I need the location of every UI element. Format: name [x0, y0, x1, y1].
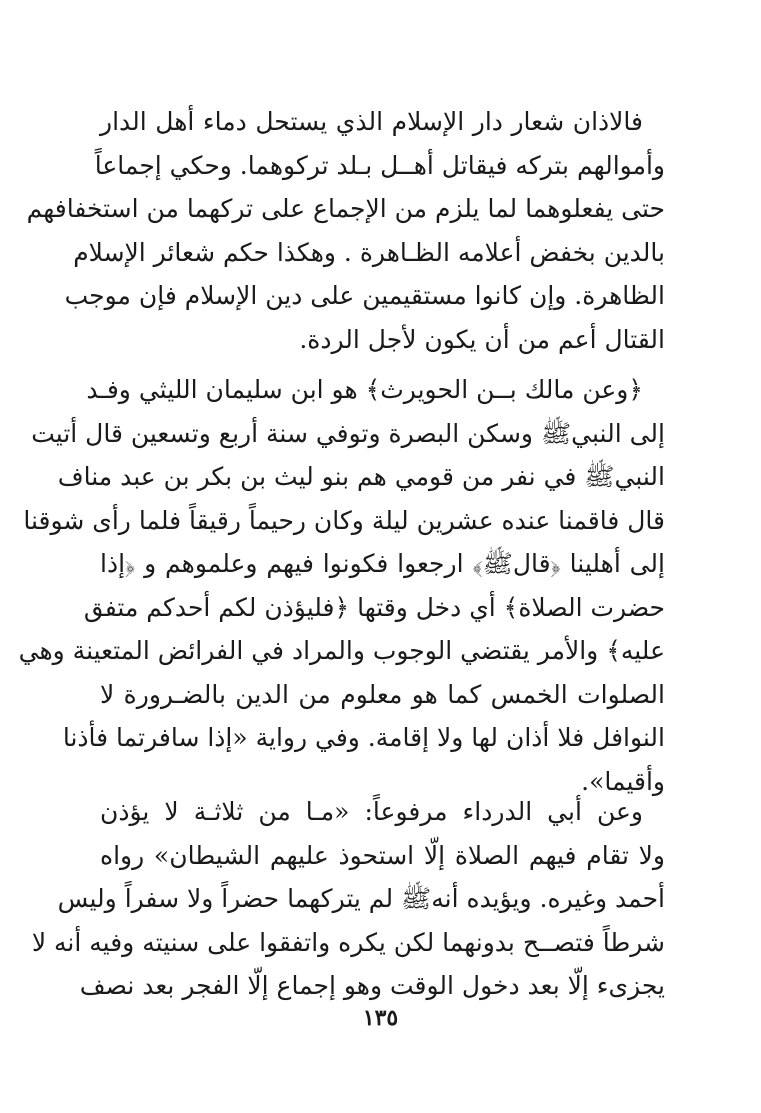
text-line: القتال أعم من أن يكون لأجل الردة. [299, 324, 665, 354]
text-line: ولا تقام فيهم الصلاة إلّا استحوذ عليهم الشيطان» رواه [100, 840, 665, 870]
text-line: ﴿وعن مالك بــن الحويرث﴾ هو ابن سليمان الليثي وفـد [86, 375, 643, 404]
text-line: قال فاقمنا عنده عشرين ليلة وكان رحيماً رقيقاً فلما رأى شوقنا [23, 505, 665, 535]
text-line: أحمد وغيره. ويؤيده أنهﷺ لم يتركهما حضراً ولا سفراً وليس [57, 884, 665, 913]
text-line: إلى النبيﷺ وسكن البصرة وتوفي سنة أربع وتسعين قال أتيت [31, 418, 665, 448]
text-line: حضرت الصلاة﴾ أي دخل وقتها ﴿فليؤذن لكم أحدكم متفق [83, 592, 665, 622]
text-line: النوافل فلا أذان لها ولا إقامة. وفي رواية «إذا سافرتما فأذنا [62, 723, 665, 752]
text-line: عليه﴾ والأمر يقتضي الوجوب والمراد في الفرائض المتعينة وهي [18, 636, 665, 665]
text-line: فالاذان شعار دار الإسلام الذي يستحل دماء أهل الدار [100, 107, 643, 136]
text-line: يجزىء إلّا بعد دخول الوقت وهو إجماع إلّا الفجر بعد نصف [79, 971, 665, 1000]
document-page [18, 100, 665, 1040]
paragraph-abu-darda-hadith [31, 790, 665, 1008]
text-line: النبيﷺ في نفر من قومي هم بنو ليث بن بكر بن عبد مناف [57, 462, 665, 491]
text-line: وعن أبي الدرداء مرفوعاً: «مـا من ثلاثـة لا يؤذن [100, 797, 643, 826]
text-line: وأقيما». [581, 766, 665, 796]
text-line: الظاهرة. وإن كانوا مستقيمين على دين الإسلام فإن موجب [64, 281, 665, 310]
paragraph-malik-hadith [18, 368, 665, 803]
text-line: بالدين بخفض أعلامه الظـاهرة . وهكذا حكم شعائر الإسلام [73, 237, 665, 267]
text-line: الصلوات الخمس كما هو معلوم من الدين بالضـرورة لا [100, 679, 665, 709]
text-line: شرطاً فتصــح بدونهما لكن يكره واتفقوا على سنيته وفيه أنه لا [31, 927, 665, 957]
text-line: حتى يفعلوهما لما يلزم من الإجماع على تركهما من استخفافهم [26, 194, 665, 223]
paragraph-adhan-symbol [26, 100, 665, 361]
page-number: ١٣٥ [362, 1005, 399, 1031]
text-line: وأموالهم بتركه فيقاتل أهــل بـلد تركوهما. وحكي إجماعاً [94, 150, 665, 180]
text-line: إلى أهلينا ﴿قالﷺ﴾ ارجعوا فكونوا فيهم وعلموهم و ﴿إذا [100, 549, 665, 578]
